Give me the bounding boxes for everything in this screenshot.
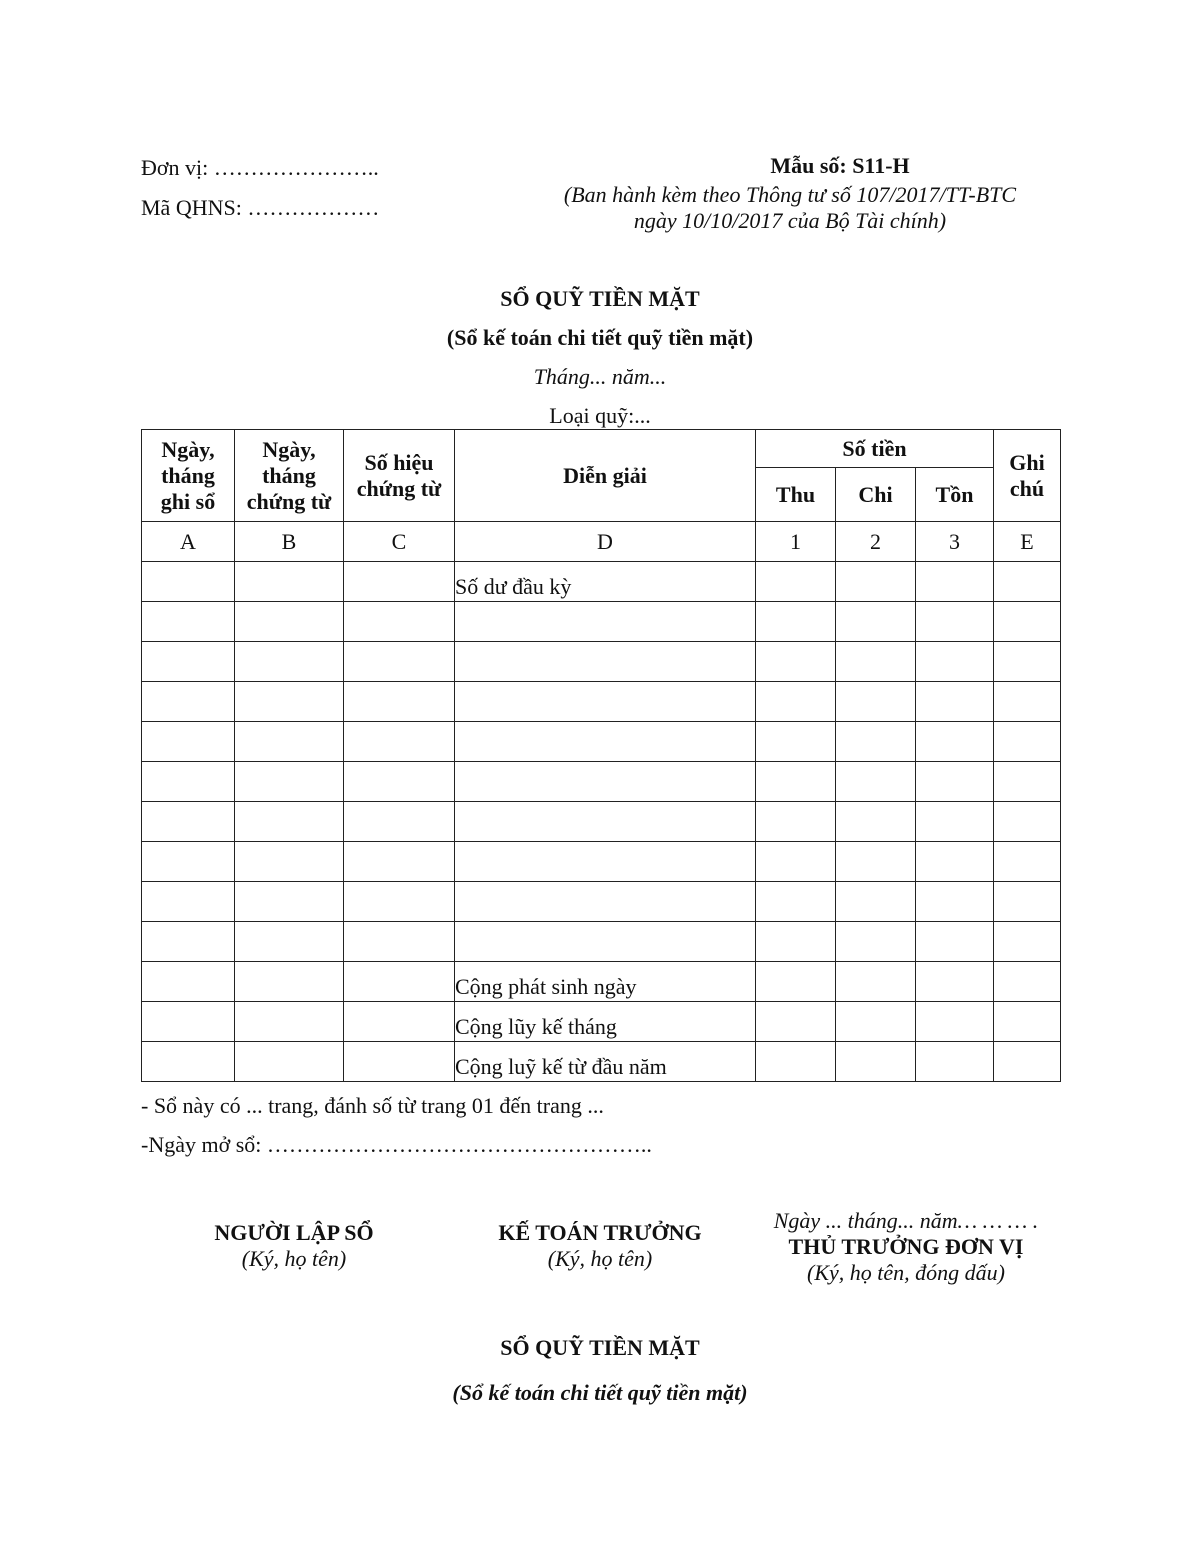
- signature-note: (Ký, họ tên, đóng dấu): [807, 1260, 1005, 1285]
- table-cell: [994, 882, 1061, 922]
- period-line: Tháng... năm...: [533, 364, 667, 389]
- table-cell: [235, 642, 344, 682]
- table-cell: [836, 922, 916, 962]
- table-row: [142, 642, 1061, 682]
- table-cell: [994, 962, 1061, 1002]
- table-row: [142, 722, 1061, 762]
- table-cell: [916, 762, 994, 802]
- table-cell: [916, 842, 994, 882]
- table-cell: [836, 602, 916, 642]
- table-row: [142, 602, 1061, 642]
- table-cell: [344, 922, 455, 962]
- table-cell: [836, 802, 916, 842]
- description-cell: [455, 682, 756, 722]
- description-cell: [455, 602, 756, 642]
- table-row: [142, 922, 1061, 962]
- signature-title: THỦ TRƯỞNG ĐƠN VỊ: [788, 1234, 1024, 1259]
- table-cell: [916, 682, 994, 722]
- table-cell: [916, 722, 994, 762]
- table-cell: [836, 882, 916, 922]
- table-cell: [756, 602, 836, 642]
- table-cell: [235, 842, 344, 882]
- header-voucher-number: [344, 430, 455, 522]
- table-cell: [916, 642, 994, 682]
- table-cell: [836, 1042, 916, 1082]
- header-voucher-date-l2: tháng: [262, 462, 316, 488]
- signature-chief-accountant: [440, 1220, 760, 1272]
- table-row: [142, 562, 1061, 602]
- column-code-row: [142, 522, 1061, 562]
- table-cell: [994, 1002, 1061, 1042]
- table-cell: [916, 962, 994, 1002]
- table-row: [142, 1002, 1061, 1042]
- table-cell: [142, 962, 235, 1002]
- table-cell: [916, 562, 994, 602]
- header-voucher-number-l1: Số hiệu: [364, 449, 434, 475]
- table-cell: [916, 602, 994, 642]
- form-legal-note-line2: ngày 10/10/2017 của Bộ Tài chính): [633, 208, 947, 233]
- table-cell: [756, 922, 836, 962]
- table-cell: [235, 882, 344, 922]
- header-voucher-date-l1: Ngày,: [262, 436, 316, 462]
- table-row: [142, 842, 1061, 882]
- table-cell: [756, 682, 836, 722]
- table-cell: [235, 722, 344, 762]
- table-cell: [756, 962, 836, 1002]
- table-cell: [836, 842, 916, 882]
- table-cell: [916, 882, 994, 922]
- signature-date-line: Ngày ... tháng... năm… … … .: [773, 1208, 1039, 1233]
- column-code: E: [994, 522, 1061, 562]
- cash-ledger-table: [141, 429, 1061, 1082]
- table-row: [142, 962, 1061, 1002]
- table-cell: [756, 642, 836, 682]
- column-code: C: [344, 522, 455, 562]
- table-cell: [994, 642, 1061, 682]
- table-cell: [994, 562, 1061, 602]
- table-cell: [916, 802, 994, 842]
- page-subtitle: (Sổ kế toán chi tiết quỹ tiền mặt): [446, 325, 754, 350]
- bottom-title: SỔ QUỸ TIỀN MẶT: [500, 1335, 700, 1360]
- table-cell: [142, 722, 235, 762]
- table-row: [142, 802, 1061, 842]
- header-description: Diễn giải: [455, 430, 756, 522]
- table-row: [142, 882, 1061, 922]
- table-cell: [994, 762, 1061, 802]
- column-code: 3: [916, 522, 994, 562]
- table-cell: [142, 882, 235, 922]
- header-record-date-l3: ghi sổ: [160, 488, 216, 514]
- table-row: [142, 1042, 1061, 1082]
- column-code: D: [455, 522, 756, 562]
- table-cell: [142, 922, 235, 962]
- table-cell: [756, 562, 836, 602]
- table-cell: [235, 682, 344, 722]
- table-cell: [344, 562, 455, 602]
- header-receipts: Thu: [756, 468, 836, 522]
- fund-type-line: Loại quỹ:...: [549, 403, 651, 428]
- table-cell: [916, 1002, 994, 1042]
- table-cell: [836, 562, 916, 602]
- table-cell: [916, 1042, 994, 1082]
- header-voucher-date-l3: chứng từ: [246, 488, 332, 514]
- table-cell: [916, 922, 994, 962]
- description-cell: Cộng lũy kế tháng: [455, 1002, 756, 1042]
- signature-preparer: [134, 1220, 454, 1272]
- header-voucher-date: [235, 430, 344, 522]
- form-number: Mẫu số: S11-H: [770, 153, 910, 178]
- page-title: SỔ QUỸ TIỀN MẶT: [500, 286, 700, 311]
- unit-line: Đơn vị: …………………..: [141, 155, 379, 180]
- table-cell: [344, 722, 455, 762]
- open-date-line: -Ngày mở sổ: ……………………………………………..: [141, 1132, 652, 1157]
- table-row: [142, 762, 1061, 802]
- table-cell: [836, 682, 916, 722]
- table-cell: [756, 842, 836, 882]
- table-cell: [756, 802, 836, 842]
- page-count-note: - Sổ này có ... trang, đánh số từ trang 01 đến trang ...: [141, 1093, 604, 1118]
- table-cell: [994, 1042, 1061, 1082]
- bottom-subtitle: (Sổ kế toán chi tiết quỹ tiền mặt): [452, 1380, 748, 1405]
- table-cell: [235, 962, 344, 1002]
- description-cell: Số dư đầu kỳ: [455, 562, 756, 602]
- table-cell: [235, 762, 344, 802]
- table-cell: [344, 842, 455, 882]
- signature-title: NGƯỜI LẬP SỔ: [214, 1220, 374, 1245]
- header-note: [994, 430, 1061, 522]
- budget-code-line: Mã QHNS: ………………: [141, 195, 380, 220]
- signature-note: (Ký, họ tên): [241, 1246, 347, 1271]
- table-cell: [142, 602, 235, 642]
- signature-title: KẾ TOÁN TRƯỞNG: [498, 1220, 702, 1245]
- header-balance: Tồn: [916, 468, 994, 522]
- header-amount-group: Số tiền: [756, 430, 994, 468]
- description-cell: [455, 642, 756, 682]
- table-cell: [142, 1042, 235, 1082]
- table-cell: [235, 1002, 344, 1042]
- table-cell: [235, 562, 344, 602]
- table-cell: [235, 1042, 344, 1082]
- table-cell: [344, 642, 455, 682]
- table-cell: [344, 802, 455, 842]
- table-cell: [142, 842, 235, 882]
- table-cell: [344, 602, 455, 642]
- column-code: B: [235, 522, 344, 562]
- column-code: A: [142, 522, 235, 562]
- header-record-date-l2: tháng: [161, 462, 215, 488]
- column-code: 2: [836, 522, 916, 562]
- table-cell: [836, 962, 916, 1002]
- table-cell: [994, 842, 1061, 882]
- signature-note: (Ký, họ tên): [547, 1246, 653, 1271]
- table-cell: [756, 762, 836, 802]
- header-record-date: [142, 430, 235, 522]
- table-cell: [142, 762, 235, 802]
- description-cell: [455, 882, 756, 922]
- column-code: 1: [756, 522, 836, 562]
- header-payments: Chi: [836, 468, 916, 522]
- table-cell: [994, 722, 1061, 762]
- table-cell: [994, 682, 1061, 722]
- header-voucher-number-l2: chứng từ: [356, 475, 442, 501]
- table-cell: [994, 802, 1061, 842]
- table-cell: [142, 802, 235, 842]
- table-cell: [235, 922, 344, 962]
- table-cell: [344, 1002, 455, 1042]
- table-cell: [235, 602, 344, 642]
- table-cell: [836, 642, 916, 682]
- description-cell: [455, 922, 756, 962]
- form-legal-note-line1: (Ban hành kèm theo Thông tư số 107/2017/TT-BTC: [563, 182, 1017, 207]
- table-cell: [756, 882, 836, 922]
- table-cell: [344, 1042, 455, 1082]
- table-row: [142, 682, 1061, 722]
- table-cell: [836, 722, 916, 762]
- table-cell: [235, 802, 344, 842]
- table-cell: [756, 722, 836, 762]
- description-cell: [455, 802, 756, 842]
- table-cell: [142, 1002, 235, 1042]
- table-cell: [836, 762, 916, 802]
- description-cell: Cộng phát sinh ngày: [455, 962, 756, 1002]
- description-cell: [455, 762, 756, 802]
- table-cell: [344, 682, 455, 722]
- table-cell: [344, 882, 455, 922]
- description-cell: [455, 722, 756, 762]
- signature-head-of-unit: [746, 1208, 1066, 1286]
- table-cell: [994, 602, 1061, 642]
- table-cell: [344, 762, 455, 802]
- table-cell: [994, 922, 1061, 962]
- table-cell: [756, 1002, 836, 1042]
- table-cell: [836, 1002, 916, 1042]
- table-cell: [142, 562, 235, 602]
- table-cell: [142, 682, 235, 722]
- description-cell: [455, 842, 756, 882]
- table-cell: [344, 962, 455, 1002]
- header-note-l1: Ghi: [1009, 449, 1045, 475]
- table-cell: [142, 642, 235, 682]
- description-cell: Cộng luỹ kế từ đầu năm: [455, 1042, 756, 1082]
- table-cell: [756, 1042, 836, 1082]
- header-record-date-l1: Ngày,: [161, 436, 215, 462]
- header-note-l2: chú: [1009, 475, 1045, 501]
